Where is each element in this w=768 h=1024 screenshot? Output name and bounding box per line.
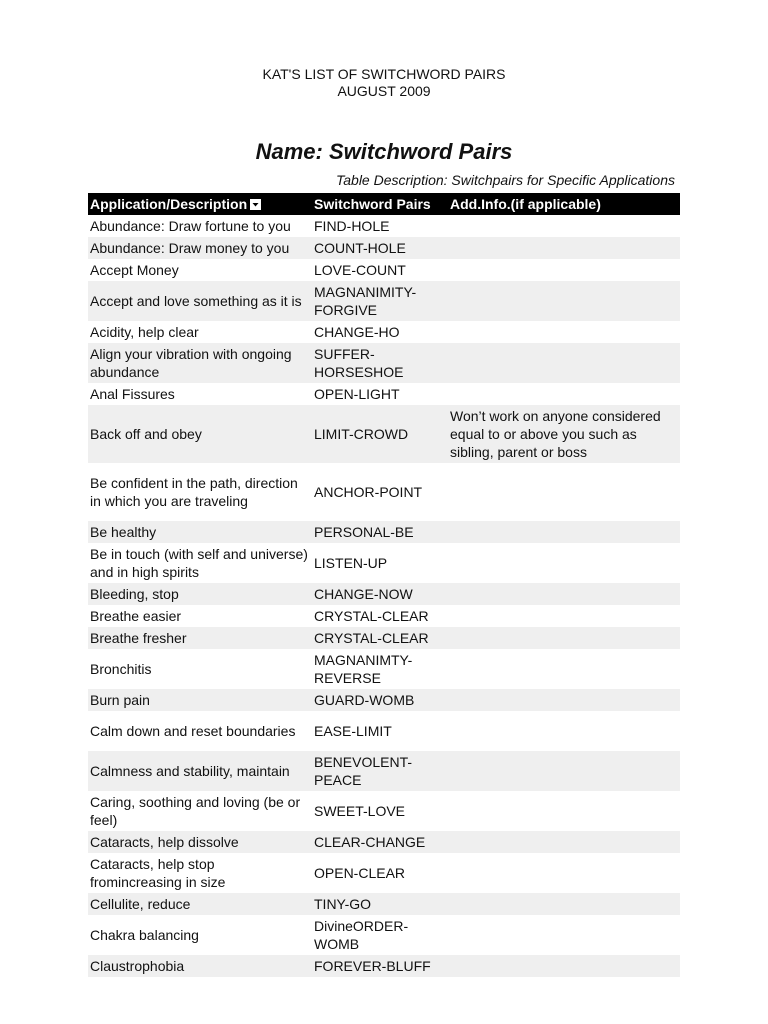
switchword-pair-cell: DivineORDER-WOMB xyxy=(314,918,409,952)
switchword-pair-cell: FOREVER-BLUFF xyxy=(312,955,448,977)
application-cell: Be in touch (with self and universe) and in high spirits xyxy=(90,546,308,580)
add-info-cell xyxy=(448,751,680,791)
application-cell: Breathe fresher xyxy=(88,627,312,649)
add-info-cell xyxy=(448,853,680,893)
switchword-pair-cell: LIMIT-CROWD xyxy=(312,405,448,463)
table-row xyxy=(88,343,680,383)
application-cell: Cataracts, help dissolve xyxy=(88,831,312,853)
application-cell: Acidity, help clear xyxy=(90,324,199,340)
table-row xyxy=(88,605,680,627)
application-cell: Accept Money xyxy=(90,262,179,278)
add-info-cell xyxy=(448,281,680,321)
switchword-pair-cell: SUFFER-HORSESHOE xyxy=(312,343,448,383)
table-row xyxy=(88,259,680,281)
application-cell: Claustrophobia xyxy=(88,955,312,977)
switchword-pair-cell: SWEET-LOVE xyxy=(314,803,406,819)
switchword-pair-cell: ANCHOR-POINT xyxy=(314,484,423,500)
table-row xyxy=(88,583,680,605)
application-cell: Abundance: Draw money to you xyxy=(88,237,312,259)
table-row xyxy=(88,915,680,955)
switchword-pair-cell: CLEAR-CHANGE xyxy=(312,831,448,853)
switchword-pair-cell: MAGNANIMTY-REVERSE xyxy=(314,652,413,686)
add-info-cell xyxy=(448,915,680,955)
table-row xyxy=(88,627,680,649)
switchword-pair-cell: MAGNANIMITY-FORGIVE xyxy=(312,281,448,321)
switchword-pair-cell: FIND-HOLE xyxy=(314,218,390,234)
application-cell: Burn pain xyxy=(88,689,312,711)
switchword-pair-cell: OPEN-CLEAR xyxy=(314,865,406,881)
application-cell: Be healthy xyxy=(88,521,312,543)
application-cell: Breathe easier xyxy=(90,608,182,624)
table-row xyxy=(88,237,680,259)
application-cell: Back off and obey xyxy=(88,405,312,463)
application-cell: Cataracts, help stop fromincreasing in size xyxy=(90,856,226,890)
table-row xyxy=(88,215,680,237)
table-row xyxy=(88,463,680,521)
switchword-table xyxy=(88,193,680,977)
switchword-pair-cell: TINY-GO xyxy=(312,893,448,915)
table-header-row xyxy=(88,193,680,215)
table-row xyxy=(88,649,680,689)
add-info-cell xyxy=(448,711,680,751)
table-description: Table Description: Switchpairs for Specific Applications xyxy=(335,172,675,188)
table-row xyxy=(88,853,680,893)
application-cell: Bleeding, stop xyxy=(88,583,312,605)
document-date: AUGUST 2009 xyxy=(337,83,431,99)
switchword-pair-cell: CRYSTAL-CLEAR xyxy=(314,608,429,624)
switchword-table-container xyxy=(88,193,680,977)
table-row xyxy=(88,791,680,831)
switchword-pair-cell: CHANGE-NOW xyxy=(312,583,448,605)
add-info-cell xyxy=(448,463,680,521)
switchword-pair-cell: EASE-LIMIT xyxy=(314,723,392,739)
column-header-add-info: Add.Info.(if applicable) xyxy=(448,193,680,215)
application-cell: Abundance: Draw fortune to you xyxy=(90,218,291,234)
add-info-cell xyxy=(448,831,680,853)
application-cell: Calmness and stability, maintain xyxy=(88,751,312,791)
table-row xyxy=(88,831,680,853)
application-cell: Align your vibration with ongoing abundance xyxy=(88,343,312,383)
table-row xyxy=(88,689,680,711)
application-cell: Anal Fissures xyxy=(90,386,175,402)
table-row xyxy=(88,281,680,321)
add-info-cell xyxy=(448,521,680,543)
switchword-pair-cell: COUNT-HOLE xyxy=(312,237,448,259)
add-info-cell xyxy=(448,955,680,977)
application-cell: Calm down and reset boundaries xyxy=(90,723,296,739)
table-row xyxy=(88,383,680,405)
table-row xyxy=(88,405,680,463)
switchword-pair-cell: LOVE-COUNT xyxy=(314,262,406,278)
table-row xyxy=(88,521,680,543)
add-info-cell xyxy=(448,627,680,649)
table-row xyxy=(88,751,680,791)
switchword-pair-cell: LISTEN-UP xyxy=(314,555,388,571)
document-title: KAT'S LIST OF SWITCHWORD PAIRS xyxy=(262,66,506,82)
switchword-pair-cell: CHANGE-HO xyxy=(314,324,400,340)
add-info-cell xyxy=(448,383,680,405)
add-info-cell xyxy=(448,237,680,259)
add-info-cell xyxy=(448,321,680,343)
switchword-pair-cell: OPEN-LIGHT xyxy=(314,386,400,402)
application-cell: Accept and love something as it is xyxy=(88,281,312,321)
application-cell: Cellulite, reduce xyxy=(88,893,312,915)
add-info-cell xyxy=(448,689,680,711)
switchword-pair-cell: BENEVOLENT-PEACE xyxy=(312,751,448,791)
add-info-cell xyxy=(448,343,680,383)
document-header xyxy=(0,66,768,100)
table-row xyxy=(88,893,680,915)
add-info-cell xyxy=(448,215,680,237)
add-info-cell xyxy=(448,791,680,831)
table-row xyxy=(88,321,680,343)
table-row xyxy=(88,955,680,977)
column-header-application-label: Application/Description xyxy=(90,196,248,212)
switchword-pair-cell: CRYSTAL-CLEAR xyxy=(312,627,448,649)
application-cell: Caring, soothing and loving (be or feel) xyxy=(90,794,301,828)
dropdown-filter-icon[interactable] xyxy=(250,199,261,210)
column-header-application[interactable] xyxy=(88,193,312,215)
add-info-cell xyxy=(448,583,680,605)
switchword-pair-cell: GUARD-WOMB xyxy=(312,689,448,711)
application-cell: Bronchitis xyxy=(90,661,152,677)
column-header-switchword-pairs: Switchword Pairs xyxy=(312,193,448,215)
table-row xyxy=(88,543,680,583)
add-info-cell xyxy=(448,649,680,689)
add-info-cell xyxy=(448,543,680,583)
add-info-cell xyxy=(448,259,680,281)
switchword-pair-cell: PERSONAL-BE xyxy=(312,521,448,543)
add-info-cell xyxy=(448,605,680,627)
table-name-title: Name: Switchword Pairs xyxy=(255,139,513,164)
add-info-cell: Won’t work on anyone considered equal to or above you such as sibling, parent or boss xyxy=(448,405,680,463)
application-cell: Chakra balancing xyxy=(90,927,199,943)
application-cell: Be confident in the path, direction in which you are traveling xyxy=(90,475,298,509)
add-info-cell xyxy=(448,893,680,915)
table-row xyxy=(88,711,680,751)
